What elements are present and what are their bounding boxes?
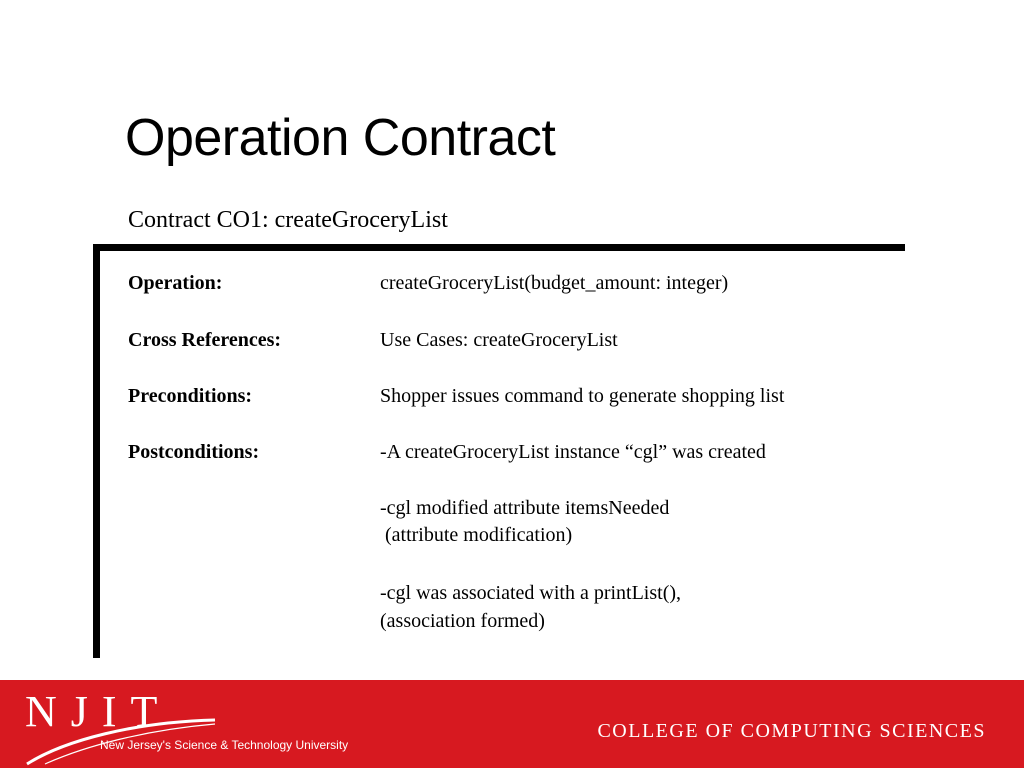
row-label: Operation: (128, 272, 223, 294)
slide-title: Operation Contract (125, 109, 556, 167)
logo-tagline: New Jersey's Science & Technology University (100, 738, 349, 752)
college-name: COLLEGE OF COMPUTING SCIENCES (597, 720, 986, 742)
postcondition-line: (attribute modification) (380, 524, 573, 546)
row-value: createGroceryList(budget_amount: integer) (380, 272, 729, 294)
row-value: Use Cases: createGroceryList (380, 329, 618, 351)
postcondition-line: (association formed) (380, 610, 545, 632)
table-left-rule (93, 244, 100, 658)
row-label: Cross References: (128, 329, 282, 351)
postcondition-line: -cgl was associated with a printList(), (380, 582, 682, 604)
logo-wordmark: NJIT (25, 687, 172, 736)
table-top-rule (93, 244, 905, 251)
row-value: -A createGroceryList instance “cgl” was created (380, 441, 766, 463)
njit-logo (25, 680, 385, 768)
postcondition-line: -cgl modified attribute itemsNeeded (380, 497, 670, 519)
footer-band (0, 680, 1024, 768)
contract-heading: Contract CO1: createGroceryList (128, 207, 448, 233)
row-value: Shopper issues command to generate shopping list (380, 385, 785, 407)
row-label: Postconditions: (128, 441, 260, 463)
row-label: Preconditions: (128, 385, 253, 407)
